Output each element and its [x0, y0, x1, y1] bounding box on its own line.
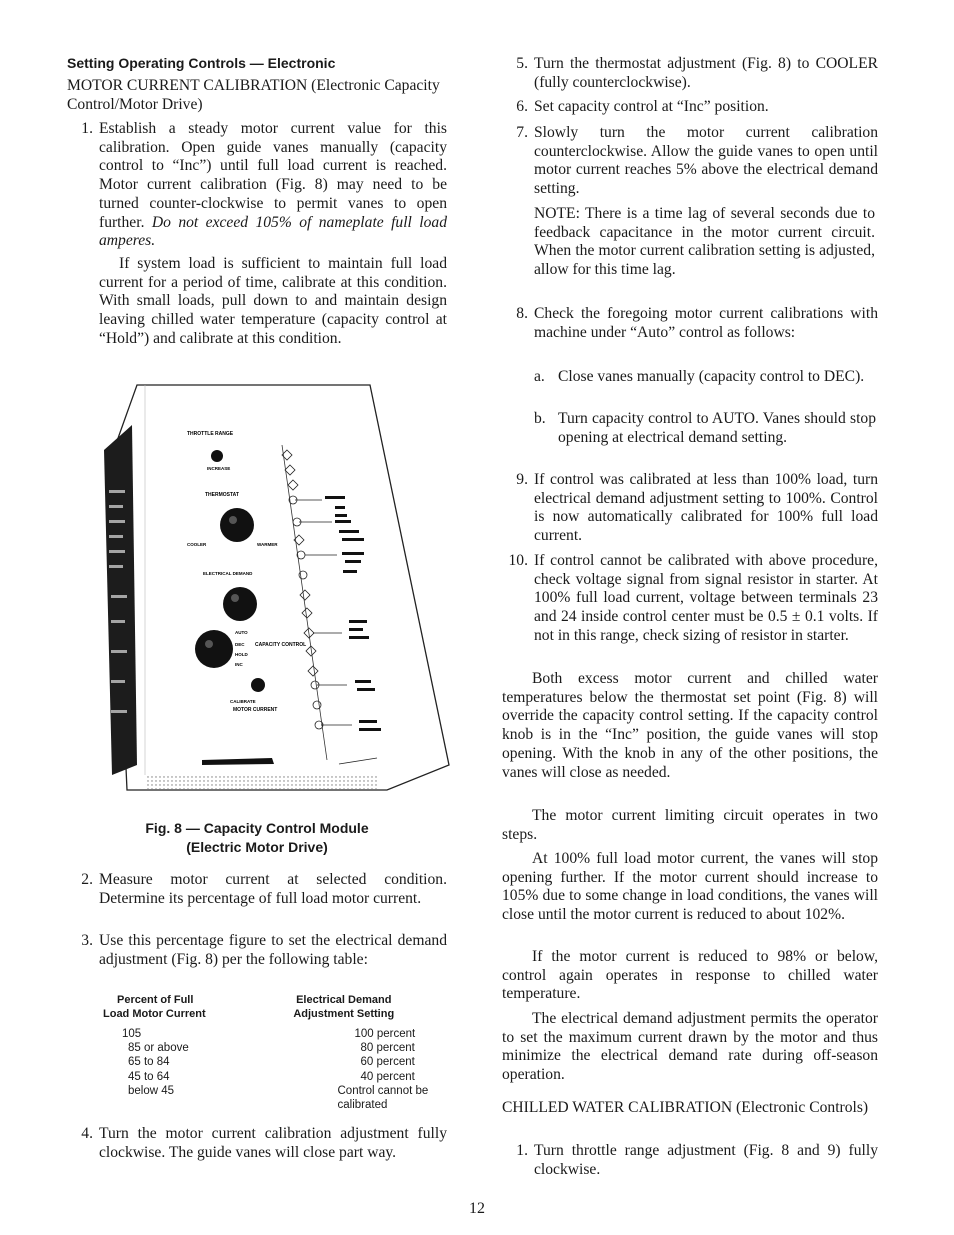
- item3-text: Use this percentage figure to set the electrical demand adjustment (Fig. 8) per the following table:: [99, 932, 447, 968]
- item-number: 7.: [516, 124, 528, 141]
- item1-warning: Do not exceed 105% of nameplate full load amperes.: [99, 213, 447, 250]
- item10-text: If control cannot be calibrated with above procedure, check voltage signal from signal resistor in starter. At 100% full load current, voltage between terminals 23 and 24 inside control center must be 0.5 ± 0.1 volts. If not in this range, check sizing of resistor in starter.: [534, 552, 878, 644]
- capacity-control-module-figure: [87, 380, 457, 805]
- right-item-9: [502, 471, 878, 546]
- table-cell: calibrated: [337, 1099, 388, 1112]
- figure-caption-line-2: (Electric Motor Drive): [186, 839, 328, 855]
- board-outline: [112, 385, 449, 790]
- table-cell: 40 percent: [360, 1070, 415, 1083]
- right-item-8: [502, 305, 878, 342]
- item2-text: Measure motor current at selected condition. Determine its percentage of full load motor current.: [99, 871, 447, 907]
- electrical-demand-table: [100, 993, 440, 1112]
- dec-label: DEC: [235, 642, 245, 647]
- thermostat-label: THERMOSTAT: [205, 492, 239, 498]
- item4-text: Turn the motor current calibration adjustment fully clockwise. The guide vanes will close part way.: [99, 1125, 447, 1161]
- left-item-4: [67, 1125, 447, 1162]
- table-row: [100, 1021, 440, 1041]
- item-number: 5.: [516, 55, 528, 72]
- table-cell: 105: [122, 1028, 142, 1040]
- item-number: 8.: [516, 305, 528, 322]
- item1-text: Establish a steady motor current value for this calibration. Open guide vanes manually (capacity control to “Inc”) until full load current is reached. Motor current calibration (Fig. 8) may need to be turned counter-clockwise to permit vanes to open further.: [99, 120, 447, 231]
- item1-paragraph-2: If system load is sufficient to maintain full load current for a period of time, calibrate at this condition. With small loads, pull down to and maintain design leaving chilled water temperature (capacity control at “Hold”) and calibrate at this condition.: [99, 254, 447, 347]
- figure-caption-line-1: Fig. 8 — Capacity Control Module: [145, 820, 369, 836]
- auto-label: AUTO: [235, 630, 248, 635]
- item8a-text: Close vanes manually (capacity control to DEC).: [558, 368, 865, 385]
- left-item-2: [67, 871, 447, 908]
- table-cell: Control cannot be: [337, 1084, 429, 1097]
- right-chilled-item-1: [502, 1142, 878, 1179]
- right-item-7: [502, 124, 878, 199]
- item9-text: If control was calibrated at less than 100% load, turn electrical demand adjustment setting to 100%. Control is now automatically calibrated for 100% full load current.: [534, 471, 878, 545]
- item5-text: Turn the thermostat adjustment (Fig. 8) to COOLER (fully counterclockwise).: [534, 55, 878, 91]
- right-item-8a: [528, 368, 876, 387]
- table-cell: 80 percent: [360, 1042, 415, 1055]
- paragraph-electrical-demand: The electrical demand adjustment permits the operator to set the maximum current drawn by the motor and thus minimize the electrical demand rate during off-season operation.: [502, 1010, 878, 1084]
- item-number: 9.: [516, 471, 528, 488]
- table-row: [100, 1070, 440, 1084]
- motor-current-knob: [251, 678, 265, 692]
- item7-text: Slowly turn the motor current calibration counterclockwise. Allow the guide vanes to open until motor current reaches 5% above the electrical demand setting.: [534, 124, 878, 198]
- calibrate-label: CALIBRATE: [230, 699, 256, 704]
- paragraph-both-excess: Both excess motor current and chilled water temperatures below the thermostat set point (Fig. 8) will override the capacity control setting. If the capacity control knob is in the “Inc” position, the guide vanes will stop opening. With the knob in any of the other positions, the vanes will close as needed.: [502, 670, 878, 781]
- electrical-demand-label: ELECTRICAL DEMAND: [203, 571, 253, 576]
- motor-current-calibration-heading: MOTOR CURRENT CALIBRATION (Electronic Capacity Control/Motor Drive): [67, 77, 440, 113]
- note: NOTE: There is a time lag of several seconds due to feedback capacitance in the motor current circuit. When the motor current calibration setting is adjusted, allow for this time lag.: [534, 205, 875, 279]
- item-letter: b.: [534, 410, 546, 427]
- header-line: Load Motor Current: [103, 1008, 206, 1020]
- paragraph-at-100: At 100% full load motor current, the vanes will stop opening further. If the motor current should increase to 105% due to some change in load conditions, the vanes will close until the motor current is reduced to about 102%.: [502, 850, 878, 924]
- left-item-1: [67, 120, 447, 348]
- item-number: 2.: [81, 871, 93, 888]
- chilled-item1-text: Turn throttle range adjustment (Fig. 8 and 9) fully clockwise.: [534, 1142, 878, 1178]
- item-number: 10.: [508, 552, 528, 569]
- table-cell: 65 to 84: [128, 1056, 170, 1069]
- right-item-6: [502, 98, 878, 117]
- paragraph-98-percent: If the motor current is reduced to 98% or below, control again operates in response to chilled water temperature.: [502, 948, 878, 1003]
- item-number: 1.: [516, 1142, 528, 1159]
- table-cell: 45 to 64: [128, 1070, 170, 1083]
- capacity-control-knob: [195, 630, 233, 668]
- item-letter: a.: [534, 368, 545, 385]
- table-row: [100, 1098, 440, 1112]
- item8b-text: Turn capacity control to AUTO. Vanes should stop opening at electrical demand setting.: [558, 410, 876, 446]
- table-row: [100, 1055, 440, 1069]
- chilled-water-calibration-heading: CHILLED WATER CALIBRATION (Electronic Controls): [502, 1099, 869, 1116]
- item8-text: Check the foregoing motor current calibrations with machine under “Auto” control as follows:: [534, 305, 878, 341]
- table-cell: 85 or above: [128, 1042, 189, 1055]
- throttle-range-label: THROTTLE RANGE: [187, 431, 234, 437]
- paragraph-limiting-circuit: The motor current limiting circuit operates in two steps.: [502, 807, 878, 843]
- hold-label: HOLD: [235, 652, 248, 657]
- figure-caption: [67, 819, 447, 857]
- section-heading: Setting Operating Controls — Electronic: [67, 55, 336, 71]
- right-item-5: [502, 55, 878, 92]
- motor-current-label: MOTOR CURRENT: [233, 707, 278, 713]
- item-number: 6.: [516, 98, 528, 115]
- col-header-setting: [228, 993, 441, 1021]
- header-line: Percent of Full: [117, 994, 194, 1006]
- left-item-3: [67, 932, 447, 969]
- increase-label: INCREASE: [207, 466, 231, 471]
- throttle-range-knob: [211, 450, 223, 462]
- right-item-8b: [528, 410, 876, 447]
- capacity-control-label: CAPACITY CONTROL: [255, 642, 307, 648]
- right-item-10: [502, 552, 878, 646]
- item-number: 4.: [81, 1125, 93, 1142]
- table-row: [100, 1041, 440, 1055]
- edge-connector: [104, 425, 137, 775]
- thermostat-knob: [220, 508, 254, 542]
- electrical-demand-knob: [223, 587, 257, 621]
- table-header-row: [100, 993, 440, 1021]
- table-cell: [100, 1098, 228, 1112]
- inc-label: INC: [235, 662, 243, 667]
- item-number: 3.: [81, 932, 93, 949]
- table-cell: below 45: [128, 1084, 175, 1097]
- col-header-percent: [100, 993, 228, 1021]
- page-number: 12: [469, 1200, 485, 1217]
- item-number: 1.: [81, 120, 93, 137]
- item6-text: Set capacity control at “Inc” position.: [534, 98, 769, 115]
- cooler-label: COOLER: [187, 542, 207, 547]
- header-line: Adjustment Setting: [293, 1008, 395, 1020]
- warmer-label: WARMER: [257, 542, 278, 547]
- header-line: Electrical Demand: [296, 994, 392, 1006]
- table-cell: 100 percent: [354, 1028, 416, 1040]
- table-cell: 60 percent: [360, 1056, 415, 1069]
- table-row: [100, 1084, 440, 1098]
